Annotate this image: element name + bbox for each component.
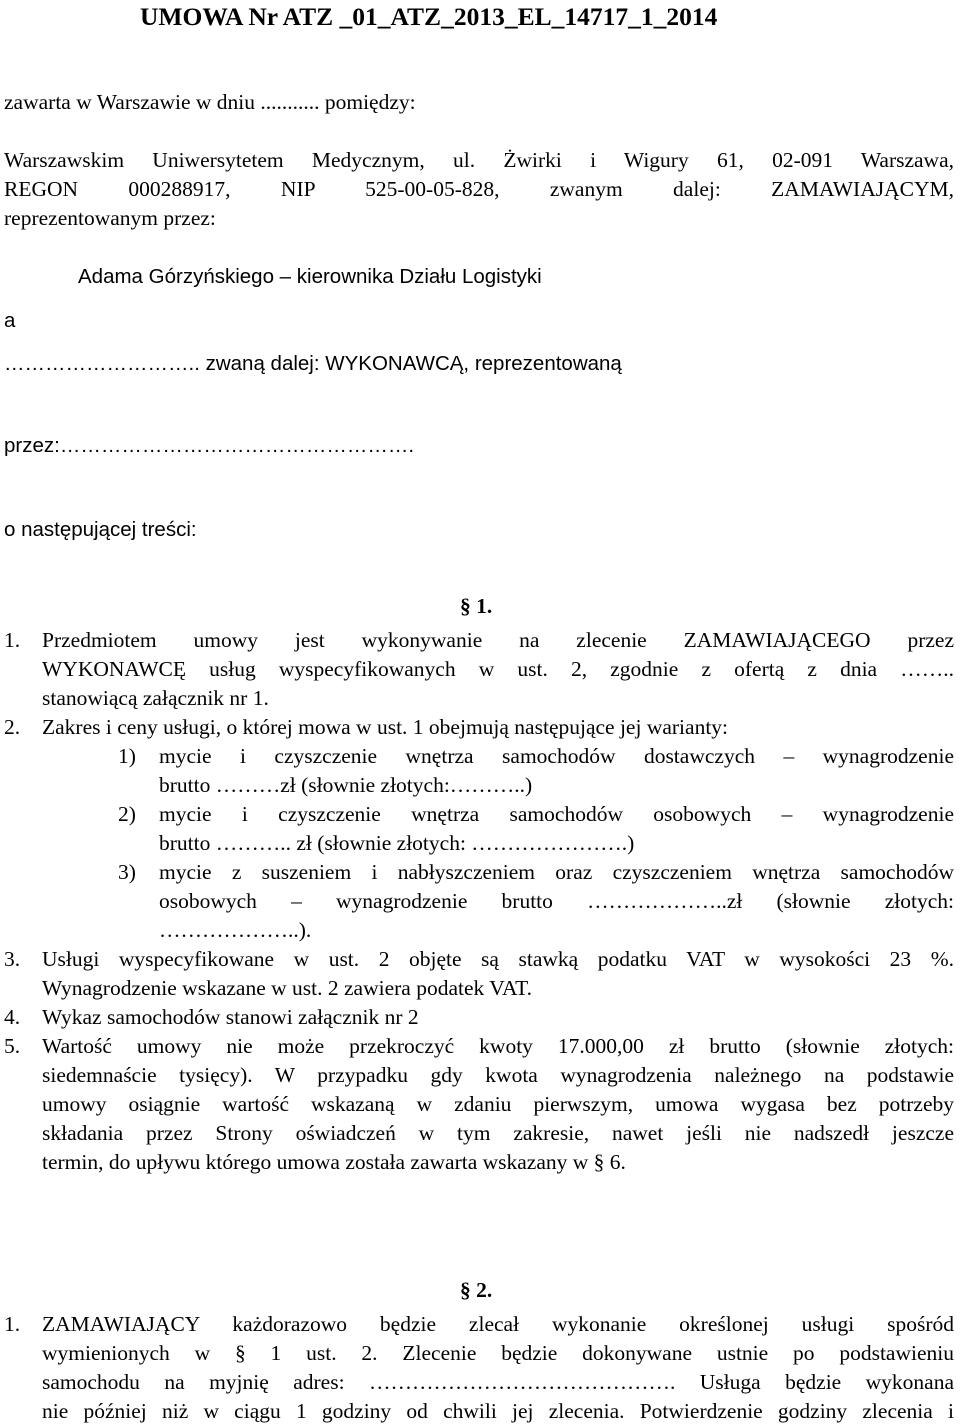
text-line: stanowiącą załącznik nr 1. <box>42 686 269 710</box>
text-line: wymienionych w § 1 ust. 2. Zlecenie będzie dokonywane ustnie po podstawieniu <box>42 1341 954 1365</box>
point-number: 3. <box>4 947 21 971</box>
point-1-text <box>42 626 954 684</box>
party2-line: przez:……………………………………………. <box>4 434 415 457</box>
contract-intro: zawarta w Warszawie w dniu ........... pomiędzy: <box>4 90 416 114</box>
variant-number: 1) <box>118 744 136 768</box>
text-line: umowy osiągnie wartość wskazaną w zdaniu pierwszym, umowa wygasa bez potrzeby <box>42 1092 954 1116</box>
point-number: 1. <box>4 628 21 652</box>
point-number: 1. <box>4 1312 21 1336</box>
party1-line: REGON 000288917, NIP 525-00-05-828, zwanym dalej: ZAMAWIAJĄCYM, <box>4 177 954 201</box>
text-line: Wartość umowy nie może przekroczyć kwoty 17.000,00 zł brutto (słownie złotych: <box>42 1034 954 1058</box>
point-5-text <box>42 1032 954 1148</box>
text-line: składania przez Strony oświadczeń w tym zakresie, nawet jeśli nie nadszedł jeszcze <box>42 1121 954 1145</box>
contract-title: UMOWA Nr ATZ _01_ATZ_2013_EL_14717_1_2014 <box>140 2 718 31</box>
point-4-text: Wykaz samochodów stanowi załącznik nr 2 <box>42 1005 419 1029</box>
point-3-text <box>42 945 954 974</box>
variant-1-text <box>159 742 954 771</box>
party1-block <box>4 146 954 204</box>
text-line: nie później niż w ciągu 1 godziny od chwili jej zlecenia. Potwierdzenie godziny zlecenia i <box>42 1399 954 1423</box>
text-line: ………………..). <box>159 918 312 942</box>
text-line: brutto ………zł (słownie złotych:………..) <box>159 773 533 797</box>
variant-2-text <box>159 800 954 829</box>
point-number: 5. <box>4 1034 21 1058</box>
variant-number: 3) <box>118 860 136 884</box>
text-line: Wynagrodzenie wskazane w ust. 2 zawiera podatek VAT. <box>42 976 533 1000</box>
text-line: WYKONAWCĘ usług wyspecyfikowanych w ust. 2, zgodnie z ofertą z dnia …….. <box>42 657 954 681</box>
text-line: Przedmiotem umowy jest wykonywanie na zlecenie ZAMAWIAJĄCEGO przez <box>42 628 954 652</box>
section-heading: § 1. <box>460 594 493 618</box>
point-2-text: Zakres i ceny usługi, o której mowa w ust. 1 obejmują następujące jej warianty: <box>42 715 729 739</box>
content-intro: o następującej treści: <box>4 518 197 541</box>
party1-representative: Adama Górzyńskiego – kierownika Działu Logistyki <box>78 265 542 288</box>
text-line: Usługi wyspecyfikowane w ust. 2 objęte są stawką podatku VAT w wysokości 23 %. <box>42 947 954 971</box>
party1-line: reprezentowanym przez: <box>4 206 216 230</box>
section-heading: § 2. <box>460 1278 493 1302</box>
text-line: mycie z suszeniem i nabłyszczeniem oraz czyszczeniem wnętrza samochodów <box>159 860 954 884</box>
text-line: termin, do upływu którego umowa została zawarta wskazany w § 6. <box>42 1150 626 1174</box>
text-line: osobowych – wynagrodzenie brutto ………………..zł (słownie złotych: <box>159 889 954 913</box>
party2-line: ……………………….. zwaną dalej: WYKONAWCĄ, reprezentowaną <box>4 352 622 375</box>
variant-3-text <box>159 858 954 916</box>
conjunction: a <box>4 309 16 332</box>
point-number: 2. <box>4 715 21 739</box>
point-number: 4. <box>4 1005 21 1029</box>
text-line: siedemnaście tysięcy). W przypadku gdy kwota wynagrodzenia należnego na podstawie <box>42 1063 954 1087</box>
text-line: brutto ……….. zł (słownie złotych: ………………….) <box>159 831 635 855</box>
text-line: ZAMAWIAJĄCY każdorazowo będzie zlecał wykonanie określonej usługi spośród <box>42 1312 954 1336</box>
section2-point-1-text <box>42 1310 954 1426</box>
text-line: mycie i czyszczenie wnętrza samochodów osobowych – wynagrodzenie <box>159 802 954 826</box>
variant-number: 2) <box>118 802 136 826</box>
party1-line: Warszawskim Uniwersytetem Medycznym, ul. Żwirki i Wigury 61, 02-091 Warszawa, <box>4 148 954 172</box>
text-line: samochodu na myjnię adres: ……………………………………. Usługa będzie wykonana <box>42 1370 954 1394</box>
text-line: mycie i czyszczenie wnętrza samochodów dostawczych – wynagrodzenie <box>159 744 954 768</box>
